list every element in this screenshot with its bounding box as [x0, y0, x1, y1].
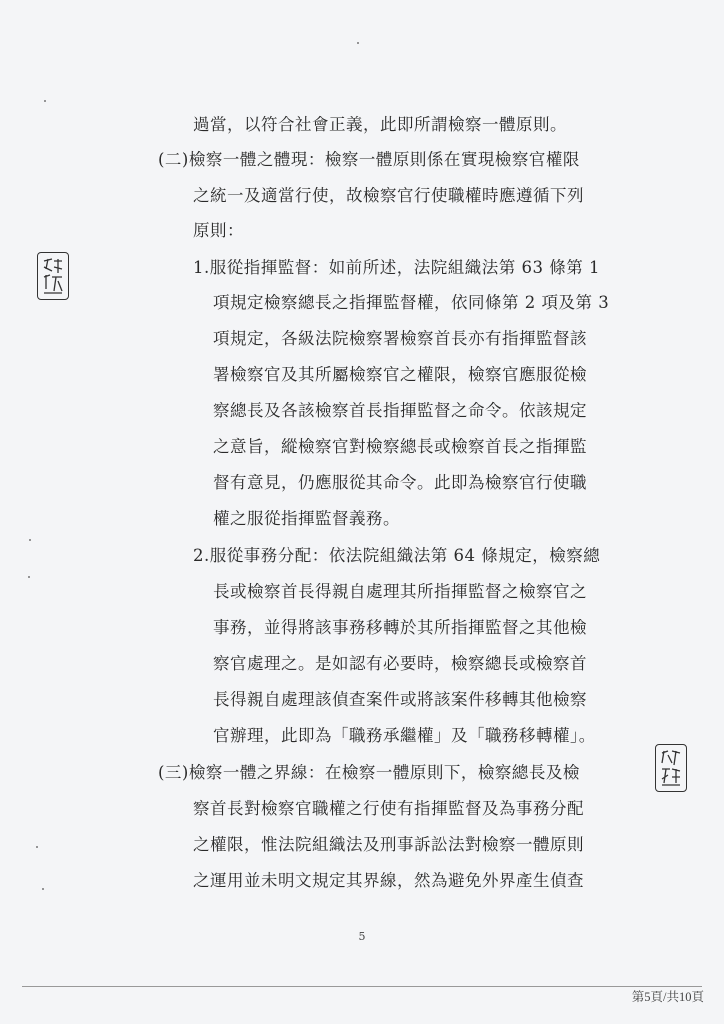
footer-divider: [22, 986, 702, 987]
section-heading-line: (二)檢察一體之體現：檢察一體原則係在實現檢察官權限: [158, 150, 580, 169]
page-footer: 第5頁/共10頁: [631, 990, 704, 1004]
scan-speck: [29, 539, 31, 541]
seal-glyph-icon: [40, 255, 66, 297]
scan-speck: [357, 42, 359, 44]
text-line: 督有意見，仍應服從其命令。此即為檢察官行使職: [213, 473, 587, 492]
seal-stamp-left: [37, 252, 69, 300]
text-line: 之運用並未明文規定其界線，然為避免外界產生偵查: [193, 871, 584, 890]
section-heading-line: (三)檢察一體之界線：在檢察一體原則下，檢察總長及檢: [158, 763, 580, 782]
seal-glyph-icon: [658, 747, 684, 789]
list-item-line: 2.服從事務分配：依法院組織法第 64 條規定，檢察總: [193, 546, 601, 565]
text-line: 項規定，各級法院檢察署檢察首長亦有指揮監督該: [213, 329, 587, 348]
scan-speck: [36, 846, 38, 848]
text-line: 察總長及各該檢察首長指揮監督之命令。依該規定: [213, 401, 587, 420]
list-item-line: 1.服從指揮監督：如前所述，法院組織法第 63 條第 1: [193, 258, 600, 277]
scan-speck: [28, 576, 30, 578]
text-line: 察首長對檢察官職權之行使有指揮監督及為事務分配: [193, 799, 584, 818]
text-line: 原則：: [193, 221, 244, 240]
text-line: 之統一及適當行使，故檢察官行使職權時應遵循下列: [193, 186, 584, 205]
text-line: 之意旨，縱檢察官對檢察總長或檢察首長之指揮監: [213, 437, 587, 456]
page-number: 5: [358, 930, 366, 943]
text-line: 長或檢察首長得親自處理其所指揮監督之檢察官之: [213, 582, 587, 601]
text-line: 項規定檢察總長之指揮監督權，依同條第 2 項及第 3: [213, 293, 610, 312]
seal-stamp-right: [655, 744, 687, 792]
text-line: 官辦理，此即為「職務承繼權」及「職務移轉權」。: [213, 726, 596, 745]
text-line: 事務，並得將該事務移轉於其所指揮監督之其他檢: [213, 618, 587, 637]
text-line: 署檢察官及其所屬檢察官之權限，檢察官應服從檢: [213, 365, 587, 384]
text-line: 察官處理之。是如認有必要時，檢察總長或檢察首: [213, 654, 587, 673]
text-line: 權之服從指揮監督義務。: [213, 509, 400, 528]
text-line: 長得親自處理該偵查案件或將該案件移轉其他檢察: [213, 690, 587, 709]
text-line: 過當，以符合社會正義，此即所謂檢察一體原則。: [193, 115, 567, 134]
scan-speck: [42, 888, 44, 890]
text-line: 之權限，惟法院組織法及刑事訴訟法對檢察一體原則: [193, 835, 584, 854]
scan-speck: [44, 100, 46, 102]
